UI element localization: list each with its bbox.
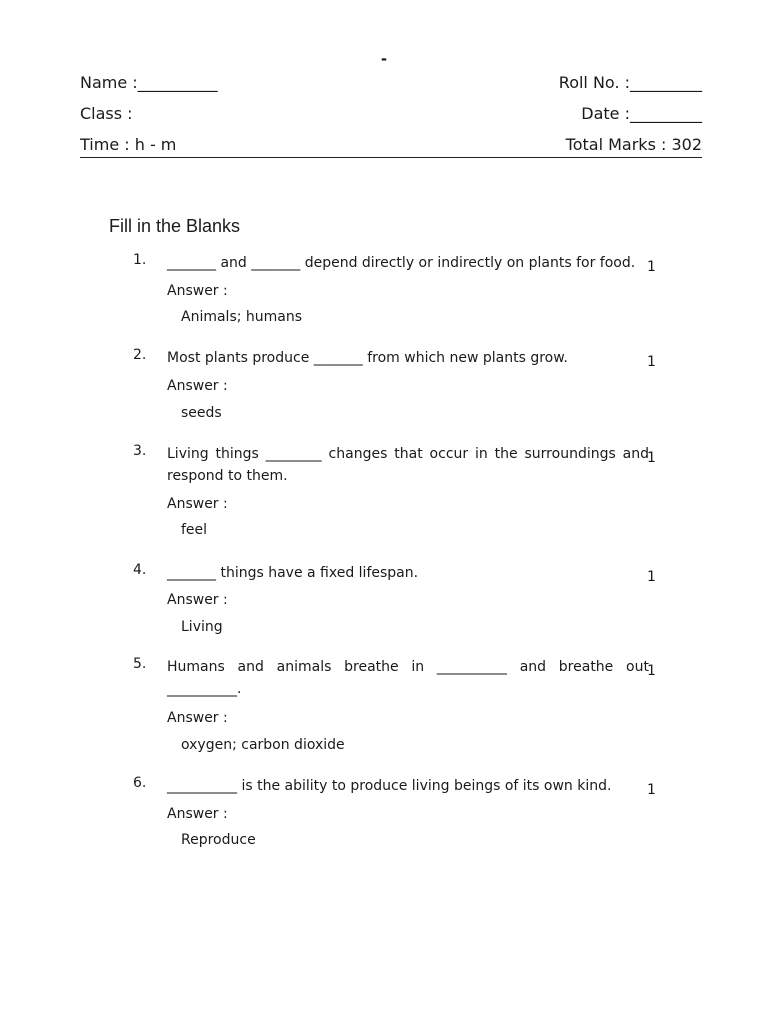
question-number: 6. [133,775,147,791]
header-row-1 [80,73,702,92]
header-row-3 [80,135,702,154]
question-marks: 1 [647,259,656,275]
question-text: _______ things have a fixed lifespan. [167,565,419,581]
question-text: __________ is the ability to produce living beings of its own kind. [167,778,612,794]
header-divider [80,157,702,158]
name-field: Name :__________ [80,73,218,92]
answer-4: Living [181,619,223,635]
total-marks-field: Total Marks : 302 [565,135,702,154]
question-text: Humans and animals breathe in __________ and breathe out __________. [167,659,649,697]
question-number: 4. [133,562,147,578]
answer-label-1: Answer : [167,283,228,299]
date-field: Date :_________ [581,104,702,123]
roll-number-field: Roll No. :_________ [558,73,702,92]
question-marks: 1 [647,782,656,798]
question-text: Most plants produce _______ from which new plants grow. [167,350,568,366]
question-text: _______ and _______ depend directly or indirectly on plants for food. [167,255,636,271]
top-dash: - [380,50,388,68]
header-row-2 [80,104,702,123]
answer-label-4: Answer : [167,592,228,608]
answer-label-6: Answer : [167,806,228,822]
class-field: Class : [80,104,133,123]
question-marks: 1 [647,354,656,370]
question-marks: 1 [647,569,656,585]
answer-label-2: Answer : [167,378,228,394]
answer-label-3: Answer : [167,496,228,512]
question-marks: 1 [647,663,656,679]
answer-2: seeds [181,405,222,421]
answer-5: oxygen; carbon dioxide [181,737,345,753]
question-marks: 1 [647,450,656,466]
time-field: Time : h - m [80,135,177,154]
question-number: 2. [133,347,147,363]
section-title: Fill in the Blanks [109,216,241,236]
question-text: Living things ________ changes that occur in the surroundings and respond to them. [167,446,649,484]
answer-1: Animals; humans [181,309,303,325]
answer-6: Reproduce [181,832,256,848]
answer-3: feel [181,522,208,538]
question-number: 5. [133,656,147,672]
question-number: 3. [133,443,147,459]
answer-label-5: Answer : [167,710,228,726]
question-number: 1. [133,252,147,268]
